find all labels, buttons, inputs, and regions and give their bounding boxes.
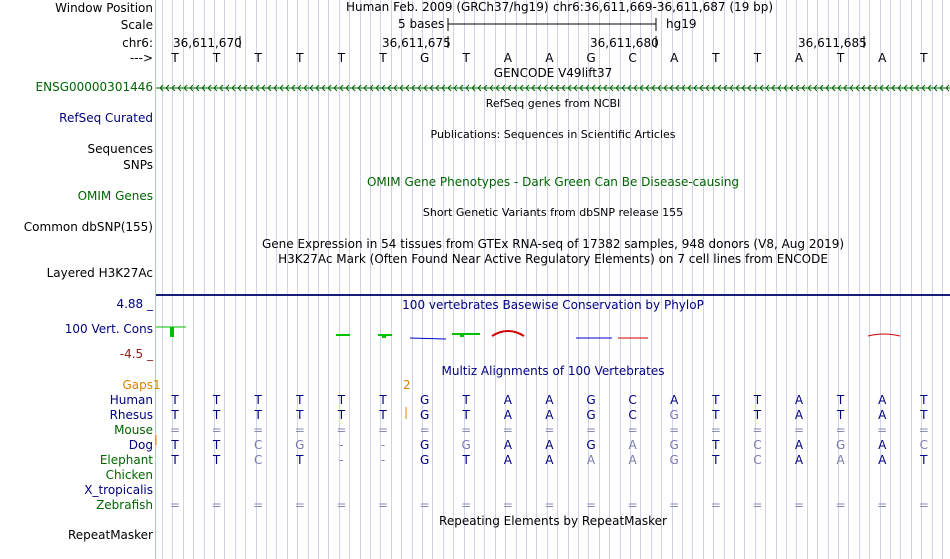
position-tick-3: 36,611,680 [590,36,659,50]
alignment-base-mouse: = [835,423,846,437]
alignment-base-human: A [503,393,512,407]
repeatmasker-track-title: Repeating Elements by RepeatMasker [439,514,667,528]
alignment-base-zebrafish: = [544,498,555,512]
reference-base: T [920,51,928,65]
alignment-base-rhesus: T [337,408,346,422]
alignment-base-elephant: A [503,453,512,467]
alignment-base-dog: T [171,438,179,452]
alignment-base-elephant: A [878,453,887,467]
alignment-base-rhesus: T [836,408,845,422]
phylop-track-title: 100 vertebrates Basewise Conservation by PhyloP [402,298,704,312]
browser-tracks-area[interactable] [153,0,950,559]
h3k27ac-track-title: H3K27Ac Mark (Often Found Near Active Regulatory Elements) on 7 cell lines from ENCODE [278,252,828,266]
alignment-base-elephant: T [462,453,470,467]
alignment-base-dog: A [794,438,804,452]
alignment-base-elephant: - [339,453,344,467]
alignment-base-dog: G [419,438,430,452]
alignment-base-rhesus: G [586,408,596,422]
alignment-base-dog: G [461,438,471,452]
alignment-base-mouse: = [544,423,555,437]
alignment-base-dog: C [753,438,762,452]
alignment-base-rhesus: A [545,408,554,422]
reference-base: T [462,51,470,65]
alignment-base-rhesus: C [628,408,637,422]
alignment-base-zebrafish: = [918,498,929,512]
reference-base: A [794,51,804,65]
refseq-track-label[interactable]: RefSeq Curated [59,111,153,125]
gene-model[interactable] [156,82,950,96]
gene-track-label[interactable]: ENSG00000301446 [35,80,153,94]
alignment-base-human: A [794,393,804,407]
alignment-base-mouse: = [793,423,805,437]
species-label-zebrafish: Zebrafish [96,498,153,512]
alignment-base-mouse: = [377,423,389,437]
alignment-base-elephant: T [712,453,720,467]
species-label-x-tropicalis: X_tropicalis [84,483,153,497]
reference-base: A [545,51,554,65]
alignment-base-mouse: = [877,423,888,437]
alignment-base-dog: T [712,438,720,452]
alignment-base-dog: G [295,438,305,452]
gtex-track-title: Gene Expression in 54 tissues from GTEx RNA-seq of 17382 samples, 948 donors (V8, Aug 2019) [261,237,845,251]
alignment-base-human: G [586,393,596,407]
gaps-label: Gaps [122,378,153,392]
alignment-base-zebrafish: = [336,498,347,512]
h3k27ac-track-label[interactable]: Layered H3K27Ac [46,266,153,280]
alignment-base-zebrafish: = [793,498,805,512]
alignment-base-elephant: T [296,453,304,467]
assembly-title: Human Feb. 2009 (GRCh37/hg19) [346,0,549,14]
alignment-base-rhesus: T [254,408,262,422]
alignment-base-human: T [296,393,304,407]
alignment-base-zebrafish: = [377,498,389,512]
alignment-base-zebrafish: = [669,498,680,512]
alignment-base-mouse: = [585,423,597,437]
reference-base: T [753,51,762,65]
alignment-base-rhesus: A [878,408,887,422]
species-label-mouse: Mouse [114,423,153,437]
alignment-base-dog: G [835,438,846,452]
alignment-base-human: T [212,393,221,407]
scale-db-label: hg19 [666,17,697,31]
alignment-base-rhesus: T [753,408,762,422]
scale-label: Scale [120,18,153,32]
alignment-base-elephant: G [669,453,679,467]
alignment-base-mouse: = [669,423,680,437]
alignment-base-human: A [878,393,887,407]
chrom-label: chr6: [122,36,153,50]
gencode-track-title: GENCODE V49lift37 [493,66,613,80]
alignment-base-zebrafish: = [294,498,305,512]
alignment-base-human: G [419,393,430,407]
alignment-base-zebrafish: = [585,498,597,512]
alignment-base-rhesus: T [712,408,720,422]
alignment-base-mouse: = [294,423,305,437]
alignment-base-human: T [462,393,470,407]
omim-track-label[interactable]: OMIM Genes [77,189,153,203]
conservation-min-label: -4.5 _ [119,347,153,361]
alignment-base-rhesus: T [462,408,470,422]
scale-bases-label: 5 bases [398,17,445,31]
alignment-base-dog: A [503,438,512,452]
sequences-track-label[interactable]: Sequences [87,142,153,156]
alignment-base-zebrafish: = [211,498,222,512]
alignment-base-elephant: G [419,453,430,467]
reference-base: T [171,51,179,65]
alignment-base-rhesus: T [171,408,179,422]
alignment-base-human: T [254,393,262,407]
alignment-base-zebrafish: = [835,498,846,512]
alignment-base-mouse: = [169,423,181,437]
alignment-base-human: T [379,393,387,407]
alignment-base-elephant: A [545,453,554,467]
species-label-rhesus: Rhesus [109,408,153,422]
alignment-base-human: A [670,393,679,407]
alignment-base-dog: - [380,438,386,452]
position-tick-4: 36,611,685 [798,36,867,50]
alignment-base-human: T [337,393,346,407]
window-position-label: Window Position [55,1,153,15]
alignment-base-mouse: = [502,423,513,437]
strand-arrow-label: ---> [129,51,153,65]
alignment-base-rhesus: T [920,408,928,422]
alignment-base-zebrafish: = [253,498,264,512]
reference-base: G [586,51,596,65]
species-label-elephant: Elephant [99,453,153,467]
multiz-track-title: Multiz Alignments of 100 Vertebrates [441,364,665,378]
alignment-base-elephant: A [794,453,804,467]
reference-base: T [337,51,346,65]
alignment-base-mouse: = [253,423,264,437]
alignment-base-rhesus: T [379,408,387,422]
phylop-conservation-plot [156,320,950,350]
alignment-base-rhesus: T [212,408,221,422]
alignment-base-zebrafish: = [877,498,888,512]
omim-track-title: OMIM Gene Phenotypes - Dark Green Can Be Disease-causing [366,175,740,189]
alignment-base-mouse: = [419,423,430,437]
track-labels-column [0,0,155,559]
reference-base: T [712,51,720,65]
alignment-base-rhesus: G [419,408,430,422]
reference-base: A [878,51,887,65]
alignment-base-mouse: = [336,423,347,437]
alignment-base-human: T [920,393,928,407]
alignment-base-human: A [545,393,554,407]
alignment-base-zebrafish: = [710,498,721,512]
alignment-base-human: T [712,393,720,407]
alignment-base-zebrafish: = [627,498,638,512]
alignment-base-dog: G [669,438,679,452]
alignment-base-zebrafish: = [461,498,472,512]
species-label-human: Human [109,393,153,407]
reference-base: T [379,51,387,65]
position-range: chr6:36,611,669-36,611,687 (19 bp) [553,0,774,14]
alignment-base-mouse: = [627,423,638,437]
alignment-base-elephant: - [380,453,386,467]
alignment-base-human: T [171,393,179,407]
h3k27ac-signal-line [156,294,950,296]
alignment-base-zebrafish: = [502,498,513,512]
alignment-base-mouse: = [461,423,472,437]
gaps-marker-mid: 2 [403,378,411,392]
alignment-base-mouse: = [918,423,929,437]
position-tick-2: 36,611,675 [382,36,451,50]
alignment-base-elephant: C [253,453,263,467]
reference-base: A [503,51,512,65]
alignment-base-dog: G [586,438,596,452]
alignment-base-dog: T [212,438,221,452]
alignment-base-dog: A [545,438,554,452]
alignment-base-dog: C [919,438,928,452]
conservation-max-label: 4.88 _ [116,297,153,311]
position-tick-1: 36,611,670 [173,36,242,50]
alignment-base-mouse: = [211,423,222,437]
reference-base: T [836,51,845,65]
alignment-base-zebrafish: = [752,498,763,512]
alignment-base-zebrafish: = [169,498,181,512]
dbsnp-track-label[interactable]: Common dbSNP(155) [23,220,153,234]
species-label-dog: Dog [128,438,153,452]
alignment-base-elephant: A [586,453,596,467]
alignment-base-zebrafish: = [419,498,430,512]
reference-base: C [628,51,637,65]
reference-base: T [254,51,262,65]
repeatmasker-track-label[interactable]: RepeatMasker [67,528,153,542]
species-label-chicken: Chicken [105,468,153,482]
alignment-base-rhesus: A [503,408,512,422]
alignment-base-elephant: A [628,453,637,467]
alignment-base-elephant: T [171,453,179,467]
snps-track-label[interactable]: SNPs [123,158,153,172]
alignment-base-human: T [753,393,762,407]
alignment-base-elephant: T [212,453,221,467]
alignment-base-dog: C [253,438,263,452]
reference-base: G [419,51,430,65]
reference-base: T [296,51,304,65]
alignment-base-elephant: A [836,453,845,467]
conservation-track-label[interactable]: 100 Vert. Cons [64,322,153,336]
alignment-base-rhesus: A [794,408,804,422]
alignment-base-dog: A [878,438,887,452]
alignment-base-human: C [628,393,637,407]
alignment-base-rhesus: T [296,408,304,422]
alignment-base-dog: A [628,438,637,452]
alignment-base-mouse: = [710,423,721,437]
reference-base: T [212,51,221,65]
refseq-track-title: RefSeq genes from NCBI [485,97,621,110]
alignment-base-elephant: C [753,453,762,467]
reference-base: A [670,51,679,65]
alignment-base-elephant: T [920,453,928,467]
publications-track-title: Publications: Sequences in Scientific Articles [430,128,676,141]
alignment-base-dog: - [339,438,344,452]
alignment-base-human: T [836,393,845,407]
alignment-base-rhesus: G [669,408,679,422]
gaps-marker-left: 1 [153,378,161,392]
dbsnp-track-title: Short Genetic Variants from dbSNP release 155 [422,206,684,219]
alignment-base-mouse: = [752,423,763,437]
